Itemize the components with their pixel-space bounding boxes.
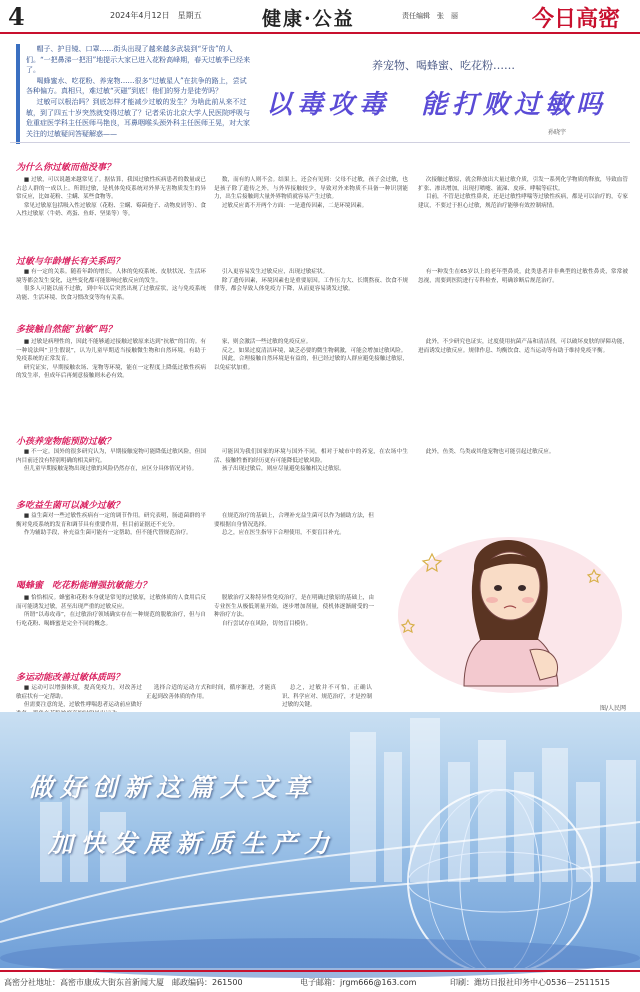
- divider: [10, 142, 630, 143]
- section-1-col-3: 有一种发生在65岁以上的老年型鼻炎，此类患者并非典型的过敏性鼻炎，常常被忽视，需要到医院进行专科检查，明确诊断后规范治疗。: [418, 269, 628, 284]
- footer-address: 高密分社地址：高密市康成大街东首新闻大厦 邮政编码：261500: [4, 978, 243, 987]
- section-5-col-1: ■ 恰恰相反。蜂蜜和花粉本身就是常见的过敏原，过敏体质的人食用后反而可能诱发过敏，甚至出现严重的过敏反应。 所谓“以毒攻毒”，在过敏治疗领域确实存在一种规范的脱敏治疗，但与自行吃花粉、喝蜂蜜是完全不同的概念。: [16, 595, 206, 627]
- banner-slogan-line2: 加快发展新质生产力: [48, 829, 337, 858]
- section-heading: 为什么你过敏而他没事？: [16, 163, 116, 173]
- promo-banner: [0, 712, 640, 968]
- article-subtitle: 养宠物、喝蜂蜜、吃花粉……: [372, 59, 515, 72]
- section-heading: 小孩养宠物能预防过敏？: [16, 437, 116, 447]
- newspaper-brand: 今日高密: [532, 6, 621, 32]
- lead-paragraph: [16, 44, 252, 144]
- section-1-col-1: ■ 有一定的关系。随着年龄的增长，人体的免疫系统、皮肤状况、生活环境等都会发生变化，这些变化都可能影响过敏反应的发生。 很多人可能以前不过敏，到中年以后突然出现了过敏症状，这与免疫系统功能、生活环境、饮食习惯改变等均有关系。: [16, 269, 206, 301]
- section-heading: 多运动能改善过敏体质吗？: [16, 673, 125, 683]
- section-0-col-2: 数，而有的人则不会。结果上，还会有见到：父母不过敏，孩子会过敏，也是孩子除了遗传之外，与外界接触较少，导致对外来物质不具备一种识别能力，出生后接触到大量外界物质就容易产生过敏。 过敏反应离不开两个方面：一是遗传因素，二是环境因素。: [214, 177, 408, 209]
- section-4-col-2: 在规范治疗的基础上，合理补充益生菌可以作为辅助方法，但要根据自身情况选择。 总之，应在医生指导下合理使用，不要盲目补充。: [214, 513, 374, 537]
- editors: 责任编辑 张 丽: [402, 12, 458, 20]
- lead-p3: 过敏可以根治吗？到底怎样才能减少过敏的发生？为啥此前从来不过敏，到了四五十岁突然就变得过敏了？记者采访北京大学人民医院呼吸与危重症医学科主任医师马艳良，耳鼻咽喉头颈外科主任医师王晃，对大家关注的过敏疑问答疑解惑——: [26, 97, 250, 138]
- section-6-col-1: ■ 运动可以增强体质，提高免疫力，对改善过敏症状有一定帮助。 但需要注意的是，过敏性哮喘患者运动前应做好: [16, 685, 142, 709]
- section-heading: 喝蜂蜜 吃花粉能增强抗敏能力？: [16, 581, 152, 591]
- banner-slogan-line1: 做好创新这篇大文章: [28, 773, 317, 802]
- section-6-col-3: 总之，过敏并不可怕，正确认识、科学应对、规范治疗，才是控制过敏的关键。: [282, 685, 372, 709]
- article-headline: 以毒攻毒 能打败过敏吗: [266, 90, 608, 120]
- section-4-col-1: ■ 益生菌对一些过敏性疾病有一定的调节作用。研究表明，肠道菌群的平衡对免疫系统的发育和调节具有重要作用，但目前证据还不充分。 作为辅助手段，补充益生菌可能有一定帮助，但不能代替规范治疗。: [16, 513, 206, 537]
- section-2-col-2: 家，则会激活一些过敏的免疫反应。 反之，如果过度清洁环境，缺乏必要的微生物刺激，可能会增加过敏风险。 因此，合理接触自然环境是有益的，但已经过敏的人群应避免接触过敏原，以免症状加重。: [214, 339, 408, 371]
- section-2-col-3: 此外，不少研究也证实，过度使用抗菌产品和清洁剂，可以破坏皮肤的屏障功能，进而诱发过敏反应。规律作息、均衡饮食、适当运动等有助于维持免疫平衡。: [418, 339, 628, 354]
- section-heading: 多吃益生菌可以减少过敏？: [16, 501, 125, 511]
- section-3-col-2: 可能因为我们国家的环境与国外不同，相对于城市中的养宠，在农场中生活、接触牲畜的经历更有可能降低过敏风险。 孩子出现过敏后，则应尽量避免接触相关过敏原。: [214, 449, 408, 473]
- issue-date: 2024年4月12日 星期五: [110, 11, 202, 20]
- lead-p2: 喝蜂蜜水、吃花粉、养宠物……很多“过敏星人”在抗争的路上，尝试各种偏方。真相只，难过敏“灭磁”到底！他们的努力是徒劳吗？: [26, 76, 247, 96]
- lead-p1: 帽子、护目镜、口罩……街头出现了越来越多武装到“牙齿”的人们。“一把鼻涕一把泪”地提示大家已进入花粉高峰期，春天过敏季已经来了。: [26, 45, 251, 75]
- section-6-col-2: 选择合适的运动方式和时间，循序渐进，才能真正起到改善体质的作用。: [146, 685, 276, 700]
- section-3-col-1: ■ 不一定。国外的很多研究认为，早期接触宠物可能降低过敏风险，但国内目前还没有特别明确的相关研究。 但儿童早期接触宠物出现过敏的风险仍然存在，应区分具体情况对待。: [16, 449, 206, 473]
- page-header: [0, 0, 640, 34]
- section-heading: 多接触自然能“抗敏”吗？: [16, 325, 117, 335]
- section-3-col-3: 此外，鱼类、鸟类或其他宠物也可能引起过敏反应。: [425, 449, 555, 455]
- page-footer: [0, 970, 640, 992]
- footer-email: 电子邮箱：jrgm666@163.com: [300, 978, 417, 987]
- cartoon-illustration: [380, 500, 634, 698]
- image-credit: 图/人民网: [600, 705, 627, 712]
- page-number: 4: [8, 2, 25, 31]
- section-0-col-1: ■ 过敏，可以说越来越常见了。据估算，我国过敏性疾病患者的数量或已占总人群的一成以上。所谓过敏，是机体免疫系统对外界无害物质发生的异常反应，比如花粉、尘螨、某些食物等。 常见过敏原包括吸入性过敏原（花粉、尘螨、霉菌孢子、动物皮屑等）、食入性过敏原（牛奶、鸡蛋、鱼虾、坚果等）等。: [16, 177, 206, 218]
- footer-printer: 印刷：潍坊日报社印务中心0536－2511515: [450, 978, 610, 987]
- section-2-col-1: ■ 过敏是病理性的，因此不能够通过接触过敏原来达到“抗敏”的目的。有一种说法叫“卫生假说”，认为儿童早期适当接触微生物和自然环境，有助于免疫系统的正常发育。 研究证实，早期接触农场、宠物等环境，能在一定程度上降低过敏性疾病的发生率，但成年后再刻意接触则未必有效。: [16, 339, 206, 380]
- section-heading: 过敏与年龄增长有关系吗？: [16, 257, 125, 267]
- section-title: 健康·公益: [262, 8, 355, 30]
- section-5-col-2: 脱敏治疗又称特异性免疫治疗，是在明确过敏原的基础上，由专业医生从极低剂量开始，逐步增加剂量，使机体逐渐耐受的一种治疗方法。 自行尝试存在风险，切勿盲目模仿。: [214, 595, 374, 627]
- section-1-col-2: 引入更容易发生过敏反应，出现过敏症状。 除了遗传因素，环境因素也是重要原因。工作压力大、长期熬夜、饮食不规律等，都会导致人体免疫力下降，从而更容易诱发过敏。: [214, 269, 408, 293]
- byline: 孙晓宇: [548, 129, 567, 136]
- section-0-col-3: 次接触过敏原，就会释放出大量过敏介质，引发一系列化学物质的释放，导致血管扩张、渗出增加，出现打喷嚏、流涕、皮疹、哮喘等症状。 目前，不管是过敏性鼻炎，还是过敏性哮喘等过敏性疾病，都是可以治疗的，专家建议，不要过于担心过敏，规范治疗能够有效控制病情。: [418, 177, 628, 209]
